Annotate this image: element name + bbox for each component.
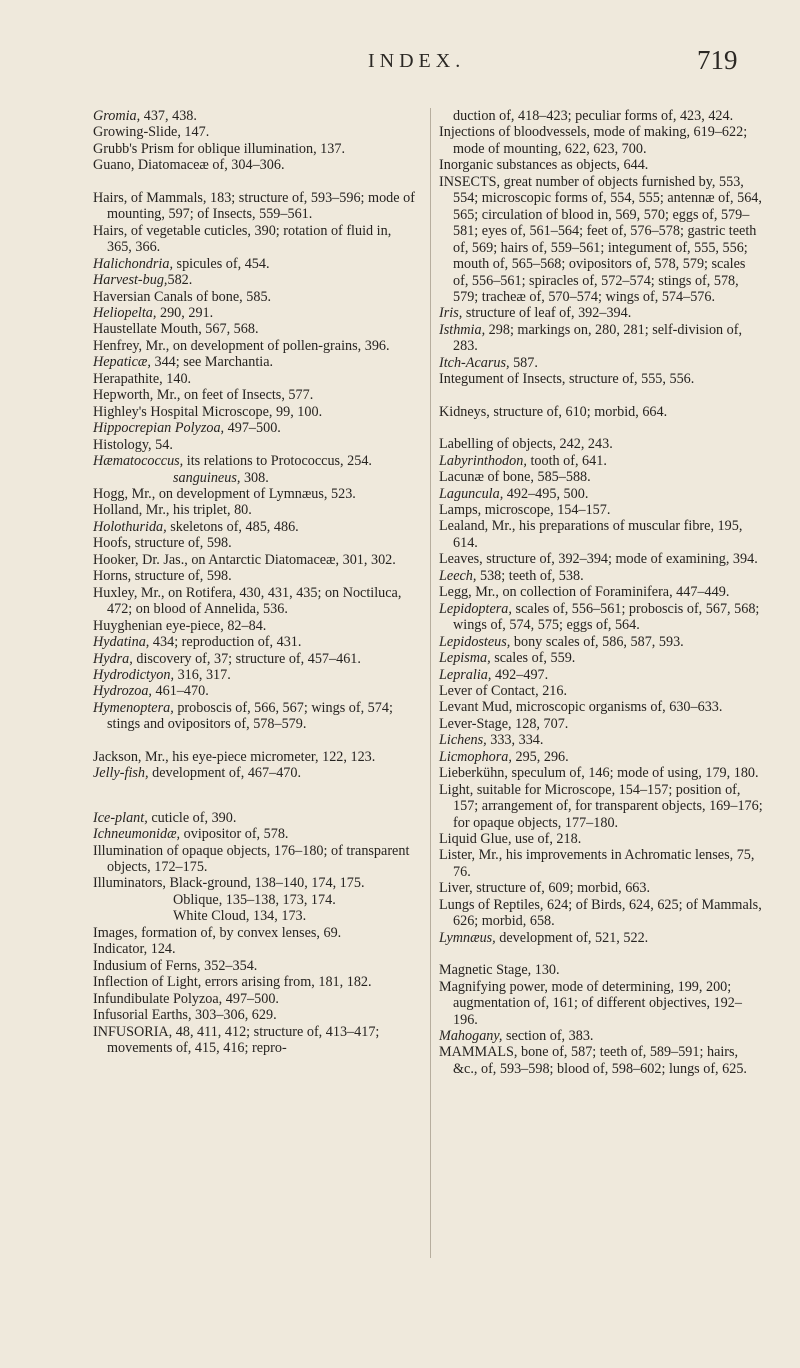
- index-heading: Images, formation of, by convex lenses, 69.: [93, 924, 342, 941]
- index-entry: [439, 486, 763, 502]
- section-gap: [93, 733, 419, 749]
- index-heading: Heliopelta,: [93, 304, 157, 321]
- index-heading: Hymenoptera,: [93, 699, 174, 716]
- index-heading: Lister, Mr., his improvements in Achromatic lenses, 75, 76.: [439, 847, 755, 880]
- index-entry: [439, 157, 763, 173]
- index-heading: Lever of Contact, 216.: [439, 682, 568, 699]
- index-entry: [439, 322, 763, 355]
- index-references: scales of, 559.: [490, 650, 576, 667]
- index-entry: [93, 354, 419, 370]
- index-entry: [439, 716, 763, 732]
- index-heading: Lungs of Reptiles, 624; of Birds, 624, 625; of Mammals, 626; morbid, 658.: [439, 896, 762, 930]
- index-entry: [93, 618, 419, 634]
- index-entry: [439, 880, 763, 896]
- index-entry: [439, 699, 763, 715]
- index-entry: [93, 190, 419, 223]
- index-entry: [93, 338, 419, 354]
- index-references: 316, 317.: [174, 666, 231, 683]
- index-entry: [439, 453, 763, 469]
- running-header: INDEX.: [368, 50, 466, 72]
- index-entry: [93, 991, 419, 1007]
- index-references: section of, 383.: [502, 1028, 594, 1045]
- index-heading: Holothurida,: [93, 518, 167, 535]
- index-entry: [93, 453, 419, 469]
- index-references: 587.: [509, 354, 538, 371]
- index-references: ovipositor of, 578.: [180, 826, 289, 843]
- index-references: 434; reproduction of, 431.: [149, 634, 302, 651]
- index-entry: [439, 108, 763, 124]
- index-references: 437, 438.: [140, 108, 197, 124]
- index-heading: duction of, 418–423; peculiar forms of, 423, 424.: [453, 108, 734, 124]
- index-entry: [439, 355, 763, 371]
- index-heading: Inflection of Light, errors arising from, 181, 182.: [93, 974, 372, 991]
- index-heading: Kidneys, structure of, 610; morbid, 664.: [439, 403, 668, 420]
- index-entry: [93, 437, 419, 453]
- index-heading: Herapathite, 140.: [93, 370, 192, 387]
- index-heading: Integument of Insects, structure of, 555, 556.: [439, 371, 695, 388]
- index-entry: [439, 404, 763, 420]
- index-heading: Hooker, Dr. Jas., on Antarctic Diatomaceæ, 301, 302.: [93, 551, 396, 568]
- index-entry: [439, 897, 763, 930]
- index-references: bony scales of, 586, 587, 593.: [510, 633, 684, 650]
- index-heading: INFUSORIA, 48, 411, 412; structure of, 413–417; movements of, 415, 416; repro-: [93, 1023, 380, 1057]
- index-heading: Hydrodictyon,: [93, 666, 175, 683]
- index-heading: Ice-plant,: [93, 809, 148, 826]
- index-heading: Lever-Stage, 128, 707.: [439, 715, 569, 732]
- index-heading: Laguncula,: [439, 485, 504, 502]
- index-references: 497–500.: [224, 420, 281, 437]
- index-entry: [439, 469, 763, 485]
- index-heading: Hydrozoa,: [93, 683, 152, 700]
- index-references: 344; see Marchantia.: [150, 354, 274, 371]
- index-heading: Horns, structure of, 598.: [93, 568, 232, 585]
- index-heading: Halichondria,: [93, 255, 173, 272]
- index-entry: [439, 174, 763, 306]
- index-entry: [93, 941, 419, 957]
- section-gap: [439, 420, 763, 436]
- index-heading: Indicator, 124.: [93, 941, 176, 958]
- page-number: 719: [697, 45, 738, 75]
- index-heading: Holland, Mr., his triplet, 80.: [93, 502, 252, 519]
- index-entry: [439, 502, 763, 518]
- index-heading: Growing-Slide, 147.: [93, 124, 210, 141]
- index-entry: [93, 634, 419, 650]
- index-heading: Histology, 54.: [93, 436, 173, 453]
- index-entry: [439, 436, 763, 452]
- index-heading: Leech,: [439, 567, 477, 584]
- index-references: 538; teeth of, 538.: [476, 567, 584, 584]
- index-heading: Magnifying power, mode of determining, 199, 200; augmentation of, 161; of different objectives, 192–196.: [439, 978, 742, 1028]
- index-entry: [93, 157, 419, 173]
- index-heading: Hepworth, Mr., on feet of Insects, 577.: [93, 387, 314, 404]
- index-entry: [439, 124, 763, 157]
- index-entry: [439, 634, 763, 650]
- index-entry: [439, 979, 763, 1028]
- left-column: [93, 108, 419, 1056]
- index-entry: [93, 875, 419, 891]
- index-entry: [93, 321, 419, 337]
- index-heading: Harvest-bug,: [93, 272, 168, 289]
- index-entry: [439, 847, 763, 880]
- section-gap: [93, 174, 419, 190]
- index-entry: [93, 700, 419, 733]
- index-entry: [439, 551, 763, 567]
- index-references: development of, 467–470.: [148, 765, 302, 782]
- index-entry: [93, 371, 419, 387]
- index-heading: Levant Mud, microscopic organisms of, 630–633.: [439, 699, 723, 716]
- index-heading: Huxley, Mr., on Rotifera, 430, 431, 435; on Noctiluca, 472; on blood of Annelida, 536.: [93, 584, 402, 618]
- index-entry: [439, 584, 763, 600]
- index-entry: [93, 974, 419, 990]
- index-entry: [93, 749, 419, 765]
- index-references: tooth of, 641.: [526, 452, 607, 469]
- index-heading: sanguineus,: [173, 469, 241, 486]
- index-entry: [93, 305, 419, 321]
- index-heading: Oblique, 135–138, 173, 174.: [173, 891, 336, 908]
- index-entry: [93, 502, 419, 518]
- index-references: 333, 334.: [486, 732, 544, 749]
- index-entry: [93, 683, 419, 699]
- index-entry: [93, 272, 419, 288]
- index-heading: Infusorial Earths, 303–306, 629.: [93, 1007, 277, 1024]
- index-heading: MAMMALS, bone of, 587; teeth of, 589–591; hairs, &c., of, 593–598; blood of, 598–602; lungs of, 625.: [439, 1044, 747, 1077]
- index-heading: Liver, structure of, 609; morbid, 663.: [439, 880, 651, 897]
- index-heading: Labyrinthodon,: [439, 452, 527, 469]
- index-entry: [439, 1044, 763, 1077]
- index-entry: [93, 420, 419, 436]
- index-heading: Labelling of objects, 242, 243.: [439, 436, 613, 453]
- index-entry: [93, 810, 419, 826]
- index-heading: Light, suitable for Microscope, 154–157; position of, 157; arrangement of, for transparent objects, 169–176; for opaque objects, 177–180.: [439, 781, 763, 831]
- right-column: [439, 108, 763, 1077]
- index-entry: [93, 486, 419, 502]
- index-entry: [439, 831, 763, 847]
- index-entry: [439, 683, 763, 699]
- index-references: development of, 521, 522.: [495, 929, 649, 946]
- index-entry: [93, 1007, 419, 1023]
- index-heading: Injections of bloodvessels, mode of making, 619–622; mode of mounting, 622, 623, 700.: [439, 124, 748, 157]
- index-heading: Itch-Acarus,: [439, 354, 510, 371]
- index-references: proboscis of, 566, 567; wings of, 574; stings and ovipositors of, 578–579.: [107, 699, 393, 733]
- index-references: skeletons of, 485, 486.: [166, 518, 299, 535]
- index-references: structure of leaf of, 392–394.: [462, 305, 632, 322]
- index-entry: [93, 843, 419, 876]
- index-heading: Iris,: [439, 305, 463, 322]
- index-entry: [439, 518, 763, 551]
- index-entry: [93, 908, 419, 924]
- index-heading: Licmophora,: [439, 748, 512, 765]
- index-references: 492–495, 500.: [503, 485, 589, 502]
- index-heading: Guano, Diatomaceæ of, 304–306.: [93, 157, 285, 174]
- index-heading: Haustellate Mouth, 567, 568.: [93, 321, 259, 338]
- index-heading: Highley's Hospital Microscope, 99, 100.: [93, 403, 323, 420]
- index-heading: Huyghenian eye-piece, 82–84.: [93, 617, 267, 634]
- section-gap: [439, 388, 763, 404]
- index-entry: [93, 958, 419, 974]
- index-heading: Hairs, of vegetable cuticles, 390; rotation of fluid in, 365, 366.: [93, 222, 392, 256]
- index-heading: Hepaticæ,: [93, 354, 151, 371]
- index-heading: Magnetic Stage, 130.: [439, 962, 560, 979]
- index-entry: [93, 925, 419, 941]
- index-heading: Illumination of opaque objects, 176–180; of transparent objects, 172–175.: [93, 842, 410, 876]
- index-heading: White Cloud, 134, 173.: [173, 908, 307, 925]
- index-heading: Leaves, structure of, 392–394; mode of examining, 394.: [439, 551, 758, 568]
- index-heading: Lymnæus,: [439, 929, 496, 946]
- index-heading: Hydatina,: [93, 634, 150, 651]
- index-entry: [439, 305, 763, 321]
- index-heading: Hydra,: [93, 650, 133, 667]
- index-heading: Indusium of Ferns, 352–354.: [93, 957, 258, 974]
- index-entry: [439, 601, 763, 634]
- index-heading: Mahogany,: [439, 1028, 503, 1045]
- index-entry: [93, 404, 419, 420]
- index-references: scales of, 556–561; proboscis of, 567, 568; wings of, 574, 575; eggs of, 564.: [453, 600, 760, 634]
- index-heading: Lepidoptera,: [439, 600, 512, 617]
- index-entry: [93, 124, 419, 140]
- index-heading: Infundibulate Polyzoa, 497–500.: [93, 990, 279, 1007]
- index-heading: Ichneumonidæ,: [93, 826, 181, 843]
- index-entry: [93, 470, 419, 486]
- index-entry: [439, 930, 763, 946]
- index-entry: [93, 892, 419, 908]
- index-entry: [93, 256, 419, 272]
- index-references: 290, 291.: [156, 304, 214, 321]
- index-heading: Gromia,: [93, 108, 141, 124]
- index-entry: [439, 1028, 763, 1044]
- index-heading: Hæmatococcus,: [93, 453, 184, 470]
- index-heading: INSECTS, great number of objects furnished by, 553, 554; microscopic forms of, 554, 555; antennæ of, 564, 565; circulation of blood in, 569, 570; eggs of, 579–581; eyes of, 561–564; feet of, 576–578; gastric teeth of, 569; hairs of, 559–561; integument of, 555, 556; mouth of, 565–568; ovipositors of, 578, 579; scales of, 556–561; spiracles of, 572–574; stings of, 578, 579; tracheæ of, 570–574; wings of, 574–576.: [439, 173, 762, 305]
- section-gap: [439, 946, 763, 962]
- index-entry: [93, 223, 419, 256]
- index-heading: Hippocrepian Polyzoa,: [93, 420, 225, 437]
- index-entry: [93, 535, 419, 551]
- index-references: spicules of, 454.: [173, 255, 270, 272]
- index-heading: Hairs, of Mammals, 183; structure of, 593–596; mode of mounting, 597; of Insects, 559–561.: [93, 189, 415, 223]
- index-heading: Lepralia,: [439, 666, 492, 683]
- index-entry: [439, 765, 763, 781]
- index-heading: Illuminators, Black-ground, 138–140, 174, 175.: [93, 875, 365, 892]
- index-entry: [93, 108, 419, 124]
- index-entry: [93, 765, 419, 781]
- index-heading: Liquid Glue, use of, 218.: [439, 831, 582, 848]
- index-entry: [439, 732, 763, 748]
- index-heading: Lichens,: [439, 732, 487, 749]
- index-entry: [439, 371, 763, 387]
- index-entry: [439, 962, 763, 978]
- index-entry: [93, 667, 419, 683]
- index-heading: Lieberkühn, speculum of, 146; mode of using, 179, 180.: [439, 765, 759, 782]
- index-references: 461–470.: [151, 683, 209, 700]
- index-heading: Lepisma,: [439, 650, 491, 667]
- index-references: discovery of, 37; structure of, 457–461.: [132, 650, 361, 667]
- index-entry: [93, 552, 419, 568]
- index-heading: Hoofs, structure of, 598.: [93, 535, 232, 552]
- section-gap: [93, 782, 419, 810]
- index-references: 295, 296.: [511, 748, 569, 765]
- index-heading: Lamps, microscope, 154–157.: [439, 501, 611, 518]
- index-heading: Lealand, Mr., his preparations of muscular fibre, 195, 614.: [439, 518, 743, 551]
- index-heading: Lacunæ of bone, 585–588.: [439, 469, 591, 486]
- index-heading: Lepidosteus,: [439, 633, 511, 650]
- column-divider: [430, 108, 431, 1258]
- index-references: cuticle of, 390.: [147, 809, 237, 826]
- index-references: 582.: [167, 272, 193, 289]
- index-entry: [93, 387, 419, 403]
- index-heading: Henfrey, Mr., on development of pollen-grains, 396.: [93, 337, 390, 354]
- index-heading: Jelly-fish,: [93, 765, 149, 782]
- index-entry: [93, 585, 419, 618]
- index-entry: [439, 650, 763, 666]
- index-entry: [439, 782, 763, 831]
- index-entry: [93, 651, 419, 667]
- index-entry: [93, 568, 419, 584]
- index-heading: Hogg, Mr., on development of Lymnæus, 523.: [93, 485, 356, 502]
- index-heading: Grubb's Prism for oblique illumination, 137.: [93, 140, 346, 157]
- index-heading: Haversian Canals of bone, 585.: [93, 288, 272, 305]
- index-entry: [93, 289, 419, 305]
- index-entry: [439, 749, 763, 765]
- index-references: 298; markings on, 280, 281; self-division of, 283.: [453, 321, 743, 355]
- index-references: its relations to Protococcus, 254.: [183, 453, 372, 470]
- index-heading: Jackson, Mr., his eye-piece micrometer, 122, 123.: [93, 748, 376, 765]
- index-entry: [93, 1024, 419, 1057]
- index-entry: [93, 141, 419, 157]
- index-heading: Isthmia,: [439, 321, 486, 338]
- index-heading: Inorganic substances as objects, 644.: [439, 157, 649, 174]
- index-references: 308.: [240, 469, 269, 486]
- index-heading: Legg, Mr., on collection of Foraminifera, 447–449.: [439, 584, 730, 601]
- index-entry: [439, 568, 763, 584]
- index-entry: [93, 519, 419, 535]
- index-references: 492–497.: [491, 666, 549, 683]
- index-entry: [439, 667, 763, 683]
- index-entry: [93, 826, 419, 842]
